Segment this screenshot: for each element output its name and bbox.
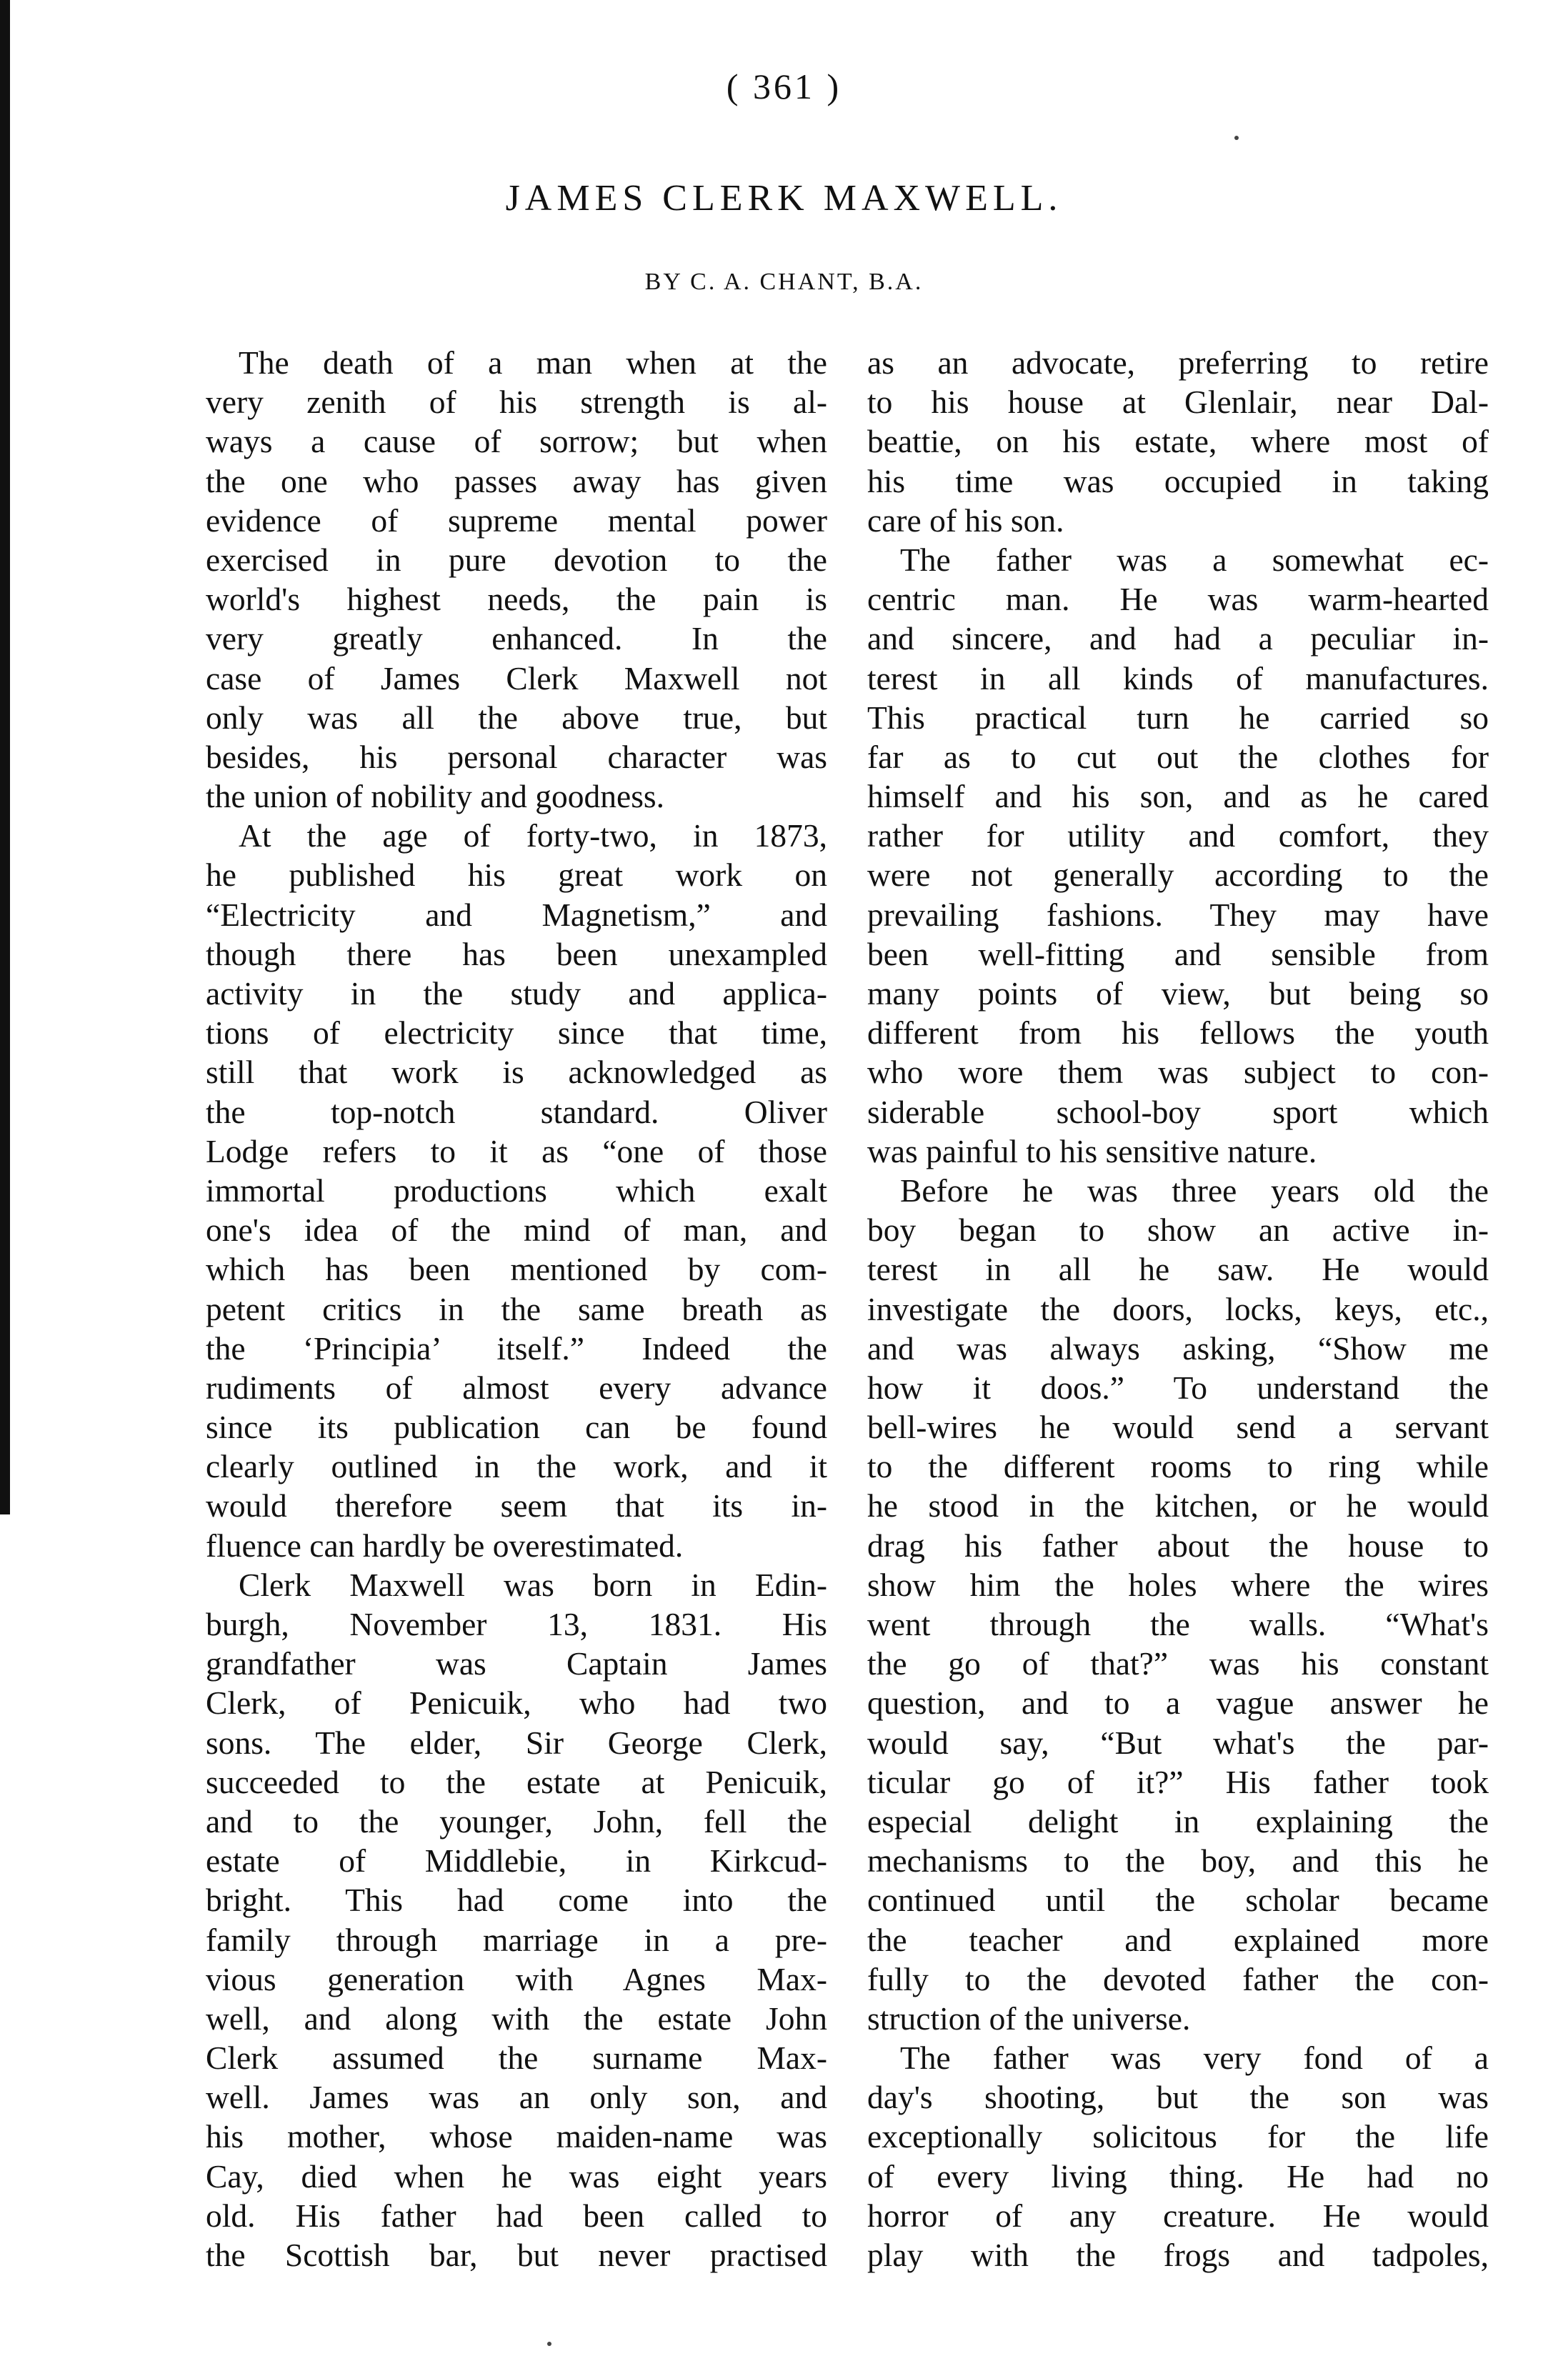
text-line: he stood in the kitchen, or he would (867, 1487, 1489, 1524)
text-line: clearly outlined in the work, and it (206, 1448, 827, 1485)
text-line: which has been mentioned by com- (206, 1251, 827, 1288)
text-line: himself and his son, and as he cared (867, 778, 1489, 815)
text-line: drag his father about the house to (867, 1527, 1489, 1564)
text-line: different from his fellows the youth (867, 1014, 1489, 1052)
text-line: the one who passes away has given (206, 462, 827, 499)
text-line: ticular go of it?” His father took (867, 1763, 1489, 1800)
text-line: terest in all he saw. He would (867, 1251, 1489, 1288)
text-line: one's idea of the mind of man, and (206, 1212, 827, 1249)
text-line: terest in all kinds of manufactures. (867, 659, 1489, 697)
text-line: struction of the universe. (867, 2000, 1191, 2037)
text-line: rudiments of almost every advance (206, 1369, 827, 1406)
text-line: tions of electricity since that time, (206, 1014, 827, 1052)
text-line: siderable school-boy sport which (867, 1093, 1489, 1130)
text-line: play with the frogs and tadpoles, (867, 2237, 1489, 2273)
text-line: world's highest needs, the pain is (206, 581, 827, 618)
text-line: care of his son. (867, 501, 1064, 539)
text-line: centric man. He was warm-hearted (867, 581, 1489, 618)
text-line: very zenith of his strength is al- (206, 384, 827, 421)
text-line: beattie, on his estate, where most of (867, 423, 1489, 460)
text-line: family through marriage in a pre- (206, 1921, 827, 1958)
text-line: boy began to show an active in- (867, 1212, 1489, 1249)
text-line: were not generally according to the (867, 857, 1489, 894)
text-line: At the age of forty-two, in 1873, (239, 817, 827, 854)
text-line: went through the walls. “What's (867, 1606, 1489, 1642)
text-line: succeeded to the estate at Penicuik, (206, 1763, 827, 1800)
text-line: fully to the devoted father the con- (867, 1960, 1489, 1997)
text-line: The death of a man when at the (239, 344, 827, 381)
page-number: ( 361 ) (726, 66, 842, 106)
article-title: JAMES CLERK MAXWELL. (505, 178, 1063, 219)
text-line: question, and to a vague answer he (867, 1684, 1489, 1722)
text-line: estate of Middlebie, in Kirkcud- (206, 1842, 827, 1880)
text-line: show him the holes where the wires (867, 1566, 1489, 1603)
text-line: only was all the above true, but (206, 699, 827, 736)
text-line: sons. The elder, Sir George Clerk, (206, 1724, 827, 1761)
text-line: as an advocate, preferring to retire (867, 344, 1489, 381)
text-line: who wore them was subject to con- (867, 1054, 1489, 1091)
text-line: far as to cut out the clothes for (867, 738, 1489, 775)
text-line: well. James was an only son, and (206, 2079, 827, 2116)
text-line: his time was occupied in taking (867, 462, 1489, 499)
text-line: evidence of supreme mental power (206, 501, 827, 539)
text-line: petent critics in the same breath as (206, 1290, 827, 1327)
text-line: especial delight in explaining the (867, 1802, 1489, 1840)
text-line: to his house at Glenlair, near Dal- (867, 384, 1489, 421)
text-line: since its publication can be found (206, 1409, 827, 1446)
text-line: Lodge refers to it as “one of those (206, 1132, 827, 1169)
text-line: The father was very fond of a (900, 2040, 1489, 2077)
text-line: many points of view, but being so (867, 975, 1489, 1012)
text-line: was painful to his sensitive nature. (867, 1132, 1317, 1169)
scan-speck (1234, 136, 1239, 140)
text-line: the go of that?” was his constant (867, 1645, 1489, 1682)
text-line: of every living thing. He had no (867, 2157, 1489, 2195)
text-line: been well-fitting and sensible from (867, 935, 1489, 972)
text-line: The father was a somewhat ec- (900, 541, 1489, 578)
text-line: exceptionally solicitous for the life (867, 2118, 1489, 2155)
text-line: prevailing fashions. They may have (867, 896, 1489, 933)
text-line: ways a cause of sorrow; but when (206, 423, 827, 460)
text-line: grandfather was Captain James (206, 1645, 827, 1682)
text-line: would therefore seem that its in- (206, 1487, 827, 1524)
text-line: investigate the doors, locks, keys, etc., (867, 1290, 1489, 1327)
text-line: day's shooting, but the son was (867, 2079, 1489, 2116)
text-line: would say, “But what's the par- (867, 1724, 1489, 1761)
text-line: and was always asking, “Show me (867, 1329, 1489, 1367)
text-line: the ‘Principia’ itself.” Indeed the (206, 1329, 827, 1367)
text-line: case of James Clerk Maxwell not (206, 659, 827, 697)
text-column-right (867, 343, 1489, 2275)
text-line: though there has been unexampled (206, 935, 827, 972)
text-line: exercised in pure devotion to the (206, 541, 827, 578)
scan-speck (547, 2342, 551, 2346)
text-line: mechanisms to the boy, and this he (867, 1842, 1489, 1880)
text-line: besides, his personal character was (206, 738, 827, 775)
text-column-left (206, 343, 827, 2275)
text-line: old. His father had been called to (206, 2197, 827, 2234)
text-line: bell-wires he would send a servant (867, 1409, 1489, 1446)
text-line: Clerk, of Penicuik, who had two (206, 1684, 827, 1722)
text-line: still that work is acknowledged as (206, 1054, 827, 1091)
text-line: very greatly enhanced. In the (206, 620, 827, 657)
text-line: how it doos.” To understand the (867, 1369, 1489, 1406)
text-line: he published his great work on (206, 857, 827, 894)
text-line: activity in the study and applica- (206, 975, 827, 1012)
scan-edge (0, 0, 10, 1514)
text-line: to the different rooms to ring while (867, 1448, 1489, 1485)
text-line: continued until the scholar became (867, 1882, 1489, 1919)
text-line: bright. This had come into the (206, 1882, 827, 1919)
text-line: vious generation with Agnes Max- (206, 1960, 827, 1997)
byline: BY C. A. CHANT, B.A. (644, 269, 924, 295)
text-line: the Scottish bar, but never practised (206, 2237, 827, 2273)
text-line: Before he was three years old the (900, 1172, 1489, 1209)
text-line: his mother, whose maiden-name was (206, 2118, 827, 2155)
text-line: Clerk assumed the surname Max- (206, 2040, 827, 2077)
text-line: horror of any creature. He would (867, 2197, 1489, 2234)
text-line: “Electricity and Magnetism,” and (206, 896, 827, 933)
text-line: Clerk Maxwell was born in Edin- (239, 1566, 827, 1603)
text-line: well, and along with the estate John (206, 2000, 827, 2037)
text-line: rather for utility and comfort, they (867, 817, 1489, 854)
text-line: and sincere, and had a peculiar in- (867, 620, 1489, 657)
text-line: the teacher and explained more (867, 1921, 1489, 1958)
text-line: and to the younger, John, fell the (206, 1802, 827, 1840)
text-line: the union of nobility and goodness. (206, 778, 664, 815)
text-line: This practical turn he carried so (867, 699, 1489, 736)
text-line: burgh, November 13, 1831. His (206, 1606, 827, 1642)
text-line: fluence can hardly be overestimated. (206, 1527, 684, 1564)
text-line: the top-notch standard. Oliver (206, 1093, 827, 1130)
text-line: Cay, died when he was eight years (206, 2157, 827, 2195)
text-line: immortal productions which exalt (206, 1172, 827, 1209)
